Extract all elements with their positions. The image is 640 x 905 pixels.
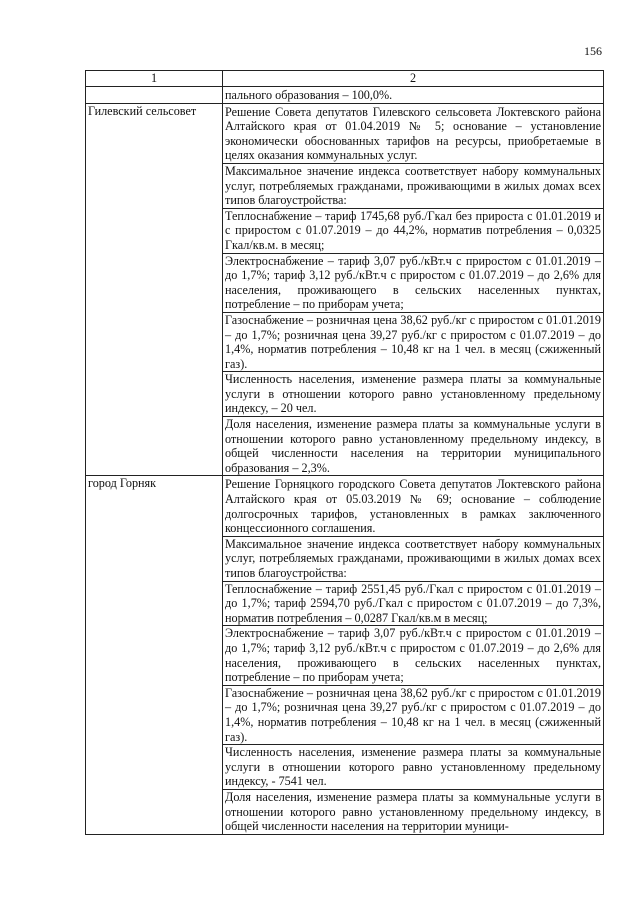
municipality-details bbox=[223, 476, 604, 834]
population-paragraph: Численность населения, изменение размера платы за коммунальные услуги в отношении которого равно установленному предельному индексу, - 7541 чел. bbox=[225, 745, 601, 789]
population-share-paragraph: Доля населения, изменение размера платы за коммунальные услуги в отношении которого равно установленному предельному индексу, в общей численности населения на территории муници- bbox=[225, 789, 601, 834]
municipality-name: Гилевский сельсовет bbox=[86, 103, 223, 476]
continuation-text: пального образования – 100,0%. bbox=[225, 88, 393, 102]
municipality-name: город Горняк bbox=[86, 476, 223, 834]
heating-paragraph: Теплоснабжение – тариф 2551,45 руб./Гкал с приростом с 01.01.2019 – до 1,7%; тариф 2594,70 руб./Гкал с приростом с 01.07.2019 – до 7,3%, норматив потребления – 0,0287 Гкал/кв.м в месяц; bbox=[225, 581, 601, 625]
index-paragraph: Максимальное значение индекса соответствует набору коммунальных услуг, потребляемых гражданами, проживающими в жилых домах всех типов благоустройства: bbox=[225, 536, 601, 580]
electricity-paragraph: Электроснабжение – тариф 3,07 руб./кВт.ч с приростом с 01.01.2019 – до 1,7%; тариф 3,12 руб./кВт.ч с приростом с 01.07.2019 – до 2,6% для населения, проживающего в сельских населенных пунктах, потребление – по приборам учета; bbox=[225, 626, 601, 685]
decision-paragraph: Решение Совета депутатов Гилевского сельсовета Локтевского района Алтайского края от 01.04.2019 № 5; основание – установление экономически обоснованных тарифов на ресурсы, приобретаемые в целях оказания коммунальных услуг. bbox=[225, 104, 601, 163]
column-header-1: 1 bbox=[86, 71, 223, 87]
table-row-gornyak bbox=[86, 476, 604, 834]
tariff-table bbox=[85, 70, 604, 835]
column-header-2: 2 bbox=[223, 71, 604, 87]
page-number: 156 bbox=[584, 44, 602, 58]
continuation-row bbox=[86, 87, 604, 104]
index-paragraph: Максимальное значение индекса соответствует набору коммунальных услуг, потребляемых гражданами, проживающими в жилых домах всех типов благоустройства: bbox=[225, 163, 601, 208]
decision-paragraph: Решение Горняцкого городского Совета депутатов Локтевского района Алтайского края от 05.03.2019 № 69; основание – соблюдение долгосрочных тарифов, установленных в рамках заключенного концессионного соглашения. bbox=[225, 477, 601, 536]
continuation-name-cell bbox=[86, 87, 223, 104]
heating-paragraph: Теплоснабжение – тариф 1745,68 руб./Гкал без прироста с 01.01.2019 и с приростом с 01.07.2019 – до 44,2%, норматив потребления – 0,0325 Гкал/кв.м. в месяц; bbox=[225, 208, 601, 252]
electricity-paragraph: Электроснабжение – тариф 3,07 руб./кВт.ч с приростом с 01.01.2019 – до 1,7%; тариф 3,12 руб./кВт.ч с приростом с 01.07.2019 – до 2,6% для населения, проживающего в сельских населенных пунктах, потребление – по приборам учета; bbox=[225, 253, 601, 312]
continuation-cell bbox=[223, 87, 604, 104]
header-row bbox=[86, 71, 604, 87]
population-share-paragraph: Доля населения, изменение размера платы за коммунальные услуги в отношении которого равно установленному предельному индексу, в общей численности населения на территории муниципального образования – 2,3%. bbox=[225, 417, 601, 475]
population-paragraph: Численность населения, изменение размера платы за коммунальные услуги в отношении которого равно установленному предельному индексу, – 20 чел. bbox=[225, 372, 601, 416]
gas-paragraph: Газоснабжение – розничная цена 38,62 руб./кг с приростом с 01.01.2019 – до 1,7%; розничная цена 39,27 руб./кг с приростом с 01.07.2019 – до 1,4%, норматив потребления – 10,48 кг на 1 чел. в месяц (сжиженный газ). bbox=[225, 685, 601, 744]
municipality-details bbox=[223, 103, 604, 476]
table-row-gilevsky bbox=[86, 103, 604, 476]
gas-paragraph: Газоснабжение – розничная цена 38,62 руб./кг с приростом с 01.01.2019 – до 1,7%; розничная цена 39,27 руб./кг с приростом с 01.07.2019 – до 1,4%, норматив потребления – 10,48 кг на 1 чел. в месяц (сжиженный газ). bbox=[225, 312, 601, 371]
